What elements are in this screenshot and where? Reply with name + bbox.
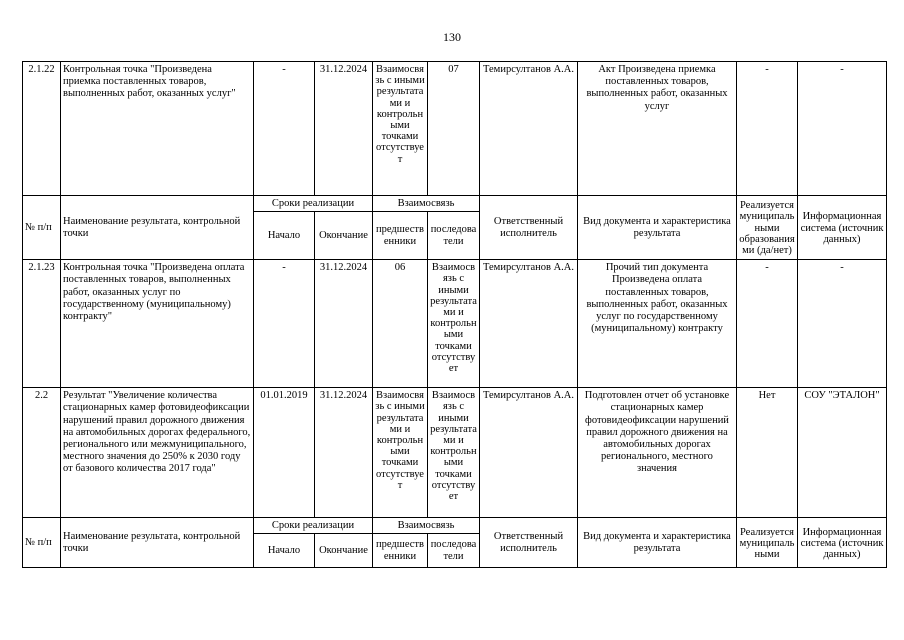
header-predecessors: предшественники <box>373 212 428 260</box>
row-number: 2.1.23 <box>23 260 61 388</box>
row-number: 2.1.22 <box>23 62 61 196</box>
municipal: Нет <box>737 388 798 518</box>
start-date: 01.01.2019 <box>254 388 315 518</box>
result-name: Результат "Увеличение количества стационарных камер фотовидеофиксации нарушений правил дорожного движения на автомобильных дорогах федерального, регионального или межмуниципального, местного значения до 250% к 2030 году от базового количества 2017 года" <box>61 388 254 518</box>
repeated-header-top <box>23 518 887 534</box>
municipal: - <box>737 260 798 388</box>
header-doc-type: Вид документа и характеристика результата <box>578 518 737 568</box>
responsible: Темирсултанов А.А. <box>480 260 578 388</box>
header-terms: Сроки реализации <box>254 518 373 534</box>
result-name: Контрольная точка "Произведена приемка поставленных товаров, выполненных работ, оказанных услуг" <box>61 62 254 196</box>
header-start: Начало <box>254 212 315 260</box>
info-system: СОУ "ЭТАЛОН" <box>798 388 887 518</box>
header-end: Окончание <box>315 534 373 568</box>
header-predecessors: предшественники <box>373 534 428 568</box>
header-num: № п/п <box>23 518 61 568</box>
header-successors: последователи <box>428 534 480 568</box>
header-responsible: Ответственный исполнитель <box>480 196 578 260</box>
header-terms: Сроки реализации <box>254 196 373 212</box>
header-successors: последователи <box>428 212 480 260</box>
successors: 07 <box>428 62 480 196</box>
header-info-system: Информационная система (источник данных) <box>798 518 887 568</box>
predecessors: Взаимосвязь с иными результатами и контрольными точками отсутствует <box>373 62 428 196</box>
municipal: - <box>737 62 798 196</box>
responsible: Темирсултанов А.А. <box>480 62 578 196</box>
info-system: - <box>798 260 887 388</box>
header-name: Наименование результата, контрольной точки <box>61 518 254 568</box>
header-end: Окончание <box>315 212 373 260</box>
header-municipal: Реализуется муниципальными <box>737 518 798 568</box>
table-row <box>23 260 887 388</box>
end-date: 31.12.2024 <box>315 260 373 388</box>
table-row <box>23 388 887 518</box>
header-relation: Взаимосвязь <box>373 518 480 534</box>
successors: Взаимосвязь с иными результатами и контрольными точками отсутствует <box>428 388 480 518</box>
start-date: - <box>254 62 315 196</box>
end-date: 31.12.2024 <box>315 62 373 196</box>
responsible: Темирсултанов А.А. <box>480 388 578 518</box>
doc-type: Подготовлен отчет об установке стационарных камер фотовидеофиксации нарушений правил дорожного движения на автомобильных дорогах регионального, местного значения <box>578 388 737 518</box>
header-doc-type: Вид документа и характеристика результата <box>578 196 737 260</box>
end-date: 31.12.2024 <box>315 388 373 518</box>
info-system: - <box>798 62 887 196</box>
header-start: Начало <box>254 534 315 568</box>
header-num: № п/п <box>23 196 61 260</box>
repeated-header-top <box>23 196 887 212</box>
header-name: Наименование результата, контрольной точки <box>61 196 254 260</box>
start-date: - <box>254 260 315 388</box>
successors: Взаимосвязь с иными результатами и контрольными точками отсутствует <box>428 260 480 388</box>
result-name: Контрольная точка "Произведена оплата поставленных товаров, выполненных работ, оказанных услуг по государственному (муниципальному) контракту" <box>61 260 254 388</box>
results-table <box>22 61 887 568</box>
page-number: 130 <box>443 30 461 44</box>
header-info-system: Информационная система (источник данных) <box>798 196 887 260</box>
doc-type: Акт Произведена приемка поставленных товаров, выполненных работ, оказанных услуг <box>578 62 737 196</box>
header-relation: Взаимосвязь <box>373 196 480 212</box>
doc-type: Прочий тип документа Произведена оплата поставленных товаров, выполненных работ, оказанных услуг по государственному (муниципальному) контракту <box>578 260 737 388</box>
row-number: 2.2 <box>23 388 61 518</box>
header-responsible: Ответственный исполнитель <box>480 518 578 568</box>
table-row <box>23 62 887 196</box>
header-municipal: Реализуется муниципальными образованиями (да/нет) <box>737 196 798 260</box>
predecessors: Взаимосвязь с иными результатами и контрольными точками отсутствует <box>373 388 428 518</box>
predecessors: 06 <box>373 260 428 388</box>
